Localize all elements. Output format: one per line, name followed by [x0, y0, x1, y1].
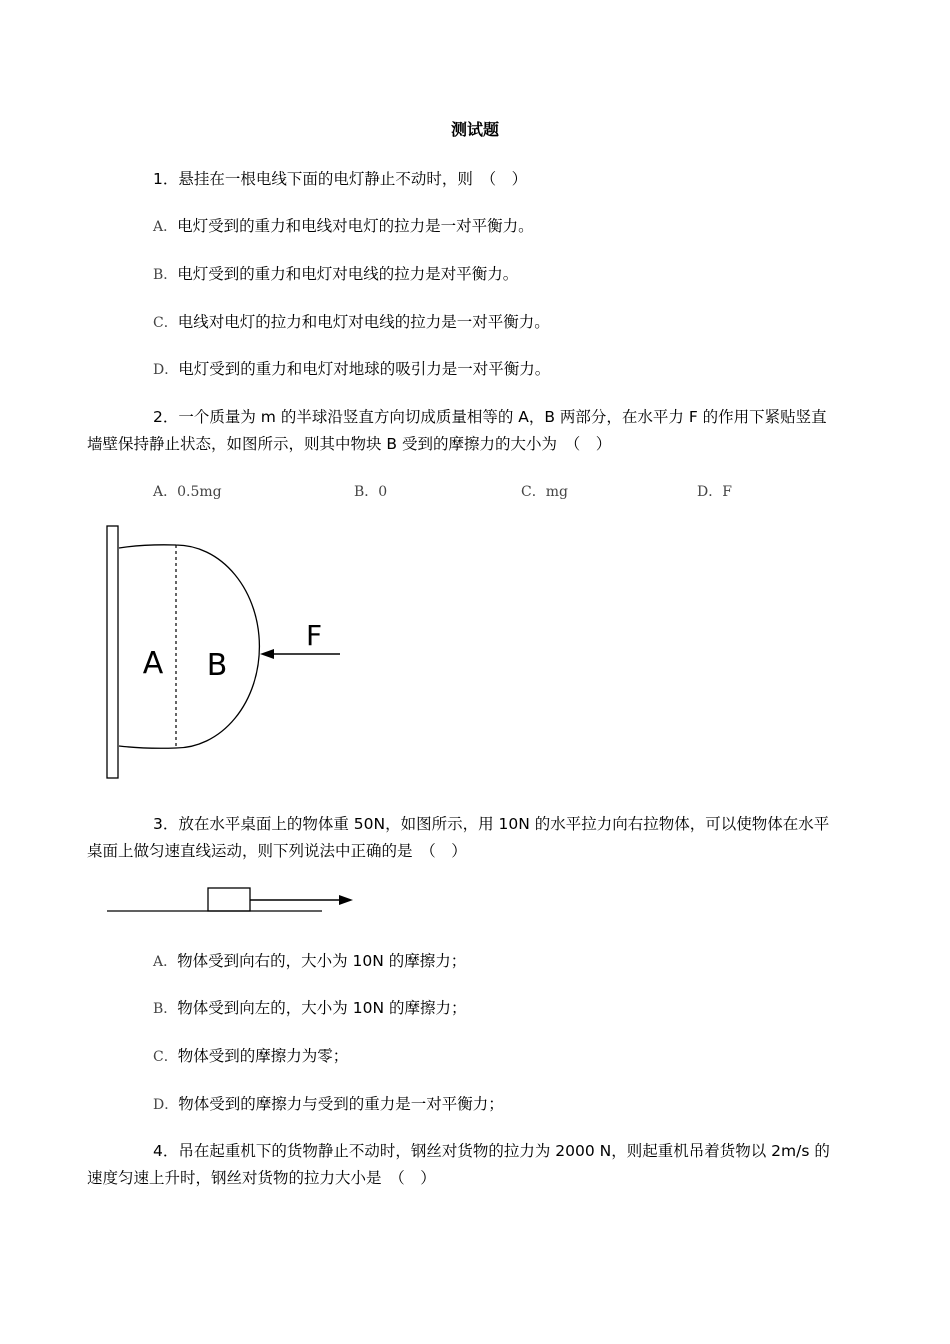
pull-arrow-head [339, 895, 353, 905]
q1-option-d-key: D． [153, 362, 179, 378]
q3-option-a-text: 物体受到向右的，大小为 10N 的摩擦力； [177, 952, 467, 970]
hemisphere-outline [119, 545, 259, 748]
q1-option-d [153, 359, 550, 380]
q4-stem-line2: 速度匀速上升时，钢丝对货物的拉力大小是 （ ） [87, 1169, 436, 1187]
q2-option-b: B．0 [354, 484, 388, 500]
q3-option-a [153, 951, 466, 972]
q3-option-b [153, 998, 466, 1019]
q1-option-a-text: 电灯受到的重力和电线对电灯的拉力是一对平衡力。 [177, 217, 534, 235]
q1-option-b-key: B． [153, 267, 178, 283]
q3-option-d-key: D． [153, 1097, 179, 1113]
q1-option-b-text: 电灯受到的重力和电灯对电线的拉力是对平衡力。 [177, 265, 519, 283]
q3-stem-line2: 桌面上做匀速直线运动，则下列说法中正确的是 （ ） [87, 842, 467, 860]
q3-option-d [153, 1094, 504, 1115]
q3-option-c-key: C． [153, 1049, 178, 1065]
q1-option-a-key: A． [153, 219, 178, 235]
block [208, 888, 250, 911]
q3-option-a-key: A． [153, 954, 178, 970]
q3-option-d-text: 物体受到的摩擦力与受到的重力是一对平衡力； [178, 1095, 504, 1113]
label-b: B [206, 648, 228, 683]
page-title: 测试题 [450, 120, 499, 139]
q1-option-d-text: 电灯受到的重力和电灯对地球的吸引力是一对平衡力。 [178, 360, 551, 378]
q2-stem-line1: 2．一个质量为 m 的半球沿竖直方向切成质量相等的 A，B 两部分，在水平力 F 的作用下紧贴竖直 [153, 408, 827, 426]
q2-stem-line2: 墙壁保持静止状态，如图所示，则其中物块 B 受到的摩擦力的大小为 （ ） [87, 435, 612, 453]
q3-option-c [153, 1046, 348, 1067]
q2-option-a: A．0.5mg [153, 484, 222, 500]
label-f: F [305, 619, 323, 652]
q1-option-b [153, 264, 518, 285]
q3-stem-line1: 3．放在水平桌面上的物体重 50N，如图所示，用 10N 的水平拉力向右拉物体，可以使物体在水平 [153, 815, 830, 833]
q3-option-b-key: B． [153, 1001, 178, 1017]
q1-option-c-key: C． [153, 315, 178, 331]
q3-option-c-text: 物体受到的摩擦力为零； [177, 1047, 349, 1065]
q1-option-c-text: 电线对电灯的拉力和电灯对电线的拉力是一对平衡力。 [177, 313, 550, 331]
q3-option-b-text: 物体受到向左的，大小为 10N 的摩擦力； [177, 999, 467, 1017]
force-arrow-head [260, 649, 274, 659]
hemisphere-figure [100, 520, 350, 785]
q1-option-c [153, 312, 550, 333]
wall [107, 526, 118, 778]
q1-option-a [153, 216, 534, 237]
q1-stem: 1．悬挂在一根电线下面的电灯静止不动时，则 （ ） [153, 170, 528, 188]
q2-option-c: C．mg [521, 484, 568, 500]
block-figure [100, 880, 360, 920]
q2-option-d: D．F [697, 484, 732, 500]
q4-stem-line1: 4．吊在起重机下的货物静止不动时，钢丝对货物的拉力为 2000 N，则起重机吊着货物以 2m/s 的 [153, 1142, 830, 1160]
label-a: A [142, 646, 164, 681]
